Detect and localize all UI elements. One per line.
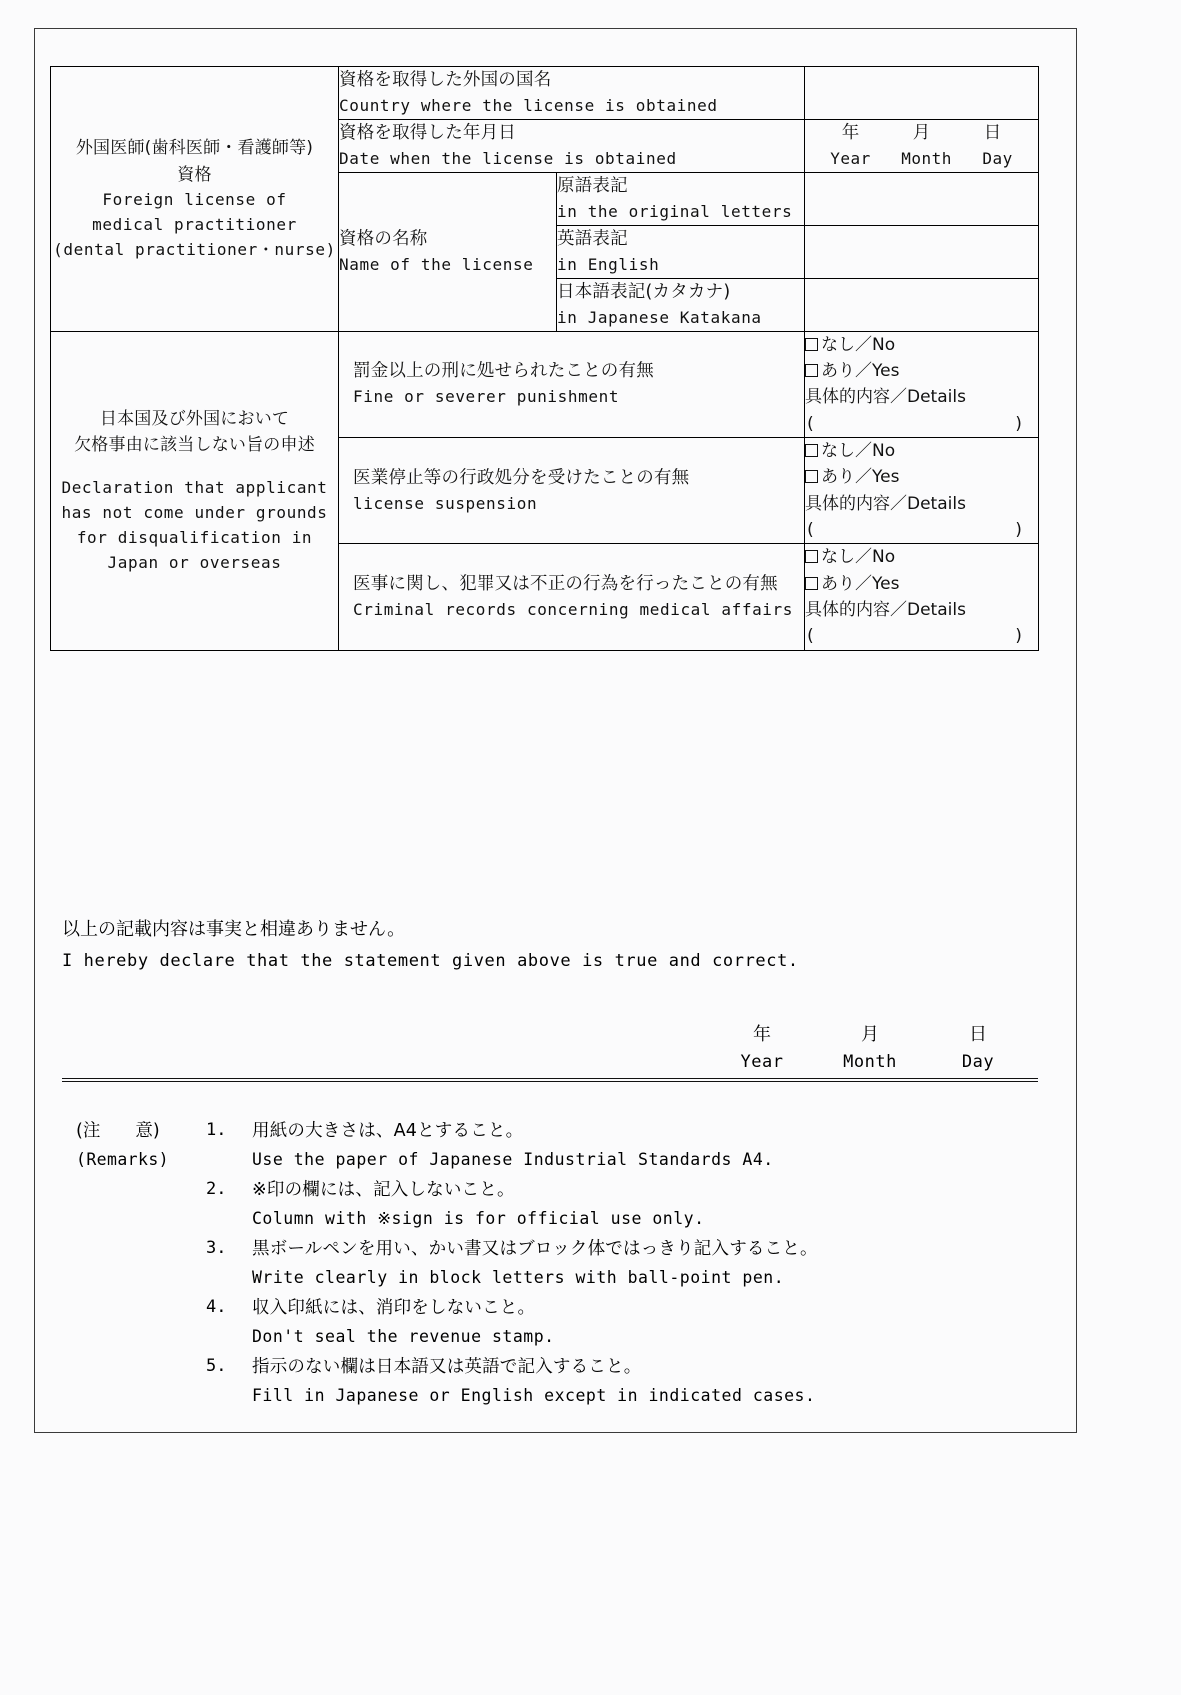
cell-country-label xyxy=(339,67,805,120)
remarks-item-2-en xyxy=(76,1207,1056,1232)
paren-open: ( xyxy=(805,413,816,434)
fine-label-ja: 罰金以上の刑に処せられたことの有無 xyxy=(353,361,654,382)
english-label-en: in English xyxy=(557,254,660,274)
signature-day-col xyxy=(924,1020,1032,1072)
remarks-label-ja: (注 意) xyxy=(76,1121,160,1141)
checkbox-icon[interactable] xyxy=(805,444,818,457)
remarks-item-4-en xyxy=(76,1325,1056,1350)
remarks-label-en: (Remarks) xyxy=(76,1150,170,1170)
signature-date-labels xyxy=(62,1020,1038,1072)
fine-no-label: なし／No xyxy=(821,334,896,355)
ymd-day-ja: 日 xyxy=(983,122,1002,143)
suspension-details-input[interactable] xyxy=(805,517,1038,543)
table-row-fine-punishment xyxy=(51,331,1039,437)
signature-day-ja: 日 xyxy=(969,1024,987,1045)
declaration-statement-en: I hereby declare that the statement given above is true and correct. xyxy=(62,951,799,971)
date-label-en: Date when the license is obtained xyxy=(339,149,677,169)
criminal-answer-cell[interactable] xyxy=(805,544,1039,650)
paren-open: ( xyxy=(805,626,816,647)
signature-rule-line xyxy=(62,1078,1038,1082)
signature-month-en: Month xyxy=(843,1052,897,1072)
remarks-num-5: 5. xyxy=(206,1356,227,1376)
country-input-cell[interactable] xyxy=(805,67,1039,120)
remarks-text-2-en: Column with ※sign is for official use only. xyxy=(252,1209,705,1229)
criminal-yes-label: あり／Yes xyxy=(821,573,900,594)
application-form-table xyxy=(50,66,1039,651)
remarks-item-3-ja xyxy=(76,1236,1056,1262)
left-header-ja-line2: 資格 xyxy=(177,164,212,185)
date-label-ja: 資格を取得した年月日 xyxy=(339,122,516,143)
checkbox-icon[interactable] xyxy=(805,470,818,483)
disq-header-en-line3: for disqualification in xyxy=(76,528,313,548)
left-header-en-line2: medical practitioner xyxy=(92,214,297,234)
remarks-text-4-ja: 収入印紙には、消印をしないこと。 xyxy=(252,1298,536,1318)
disq-header-en-line2: has not come under grounds xyxy=(61,503,328,523)
country-label-en: Country where the license is obtained xyxy=(339,96,718,116)
remarks-section xyxy=(76,1118,1056,1413)
date-ymd-input-cell[interactable] xyxy=(805,119,1039,172)
criminal-label-en: Criminal records concerning medical affairs xyxy=(353,600,794,620)
suspension-label-ja: 医業停止等の行政処分を受けたことの有無 xyxy=(353,467,690,488)
suspension-checkbox-no-line[interactable] xyxy=(805,438,1038,464)
english-label-ja: 英語表記 xyxy=(557,228,628,249)
ymd-month-en: Month xyxy=(901,149,952,169)
paren-open: ( xyxy=(805,520,816,541)
suspension-no-label: なし／No xyxy=(821,440,896,461)
remarks-item-4-ja xyxy=(76,1295,1056,1321)
cell-fine-label xyxy=(339,331,805,437)
disq-header-en-line4: Japan or overseas xyxy=(107,552,282,572)
katakana-input-cell[interactable] xyxy=(805,278,1039,331)
remarks-text-3-en: Write clearly in block letters with ball-point pen. xyxy=(252,1268,785,1288)
suspension-answer-cell[interactable] xyxy=(805,437,1039,543)
checkbox-icon[interactable] xyxy=(805,364,818,377)
suspension-label-en: license suspension xyxy=(353,493,538,513)
remarks-text-1-ja: 用紙の大きさは、A4とすること。 xyxy=(252,1121,524,1141)
original-letters-en: in the original letters xyxy=(557,201,793,221)
signature-month-col xyxy=(816,1020,924,1072)
fine-checkbox-no-line[interactable] xyxy=(805,332,1038,358)
checkbox-icon[interactable] xyxy=(805,338,818,351)
signature-day-en: Day xyxy=(961,1052,995,1072)
criminal-checkbox-yes-line[interactable] xyxy=(805,571,1038,597)
cell-license-name-label xyxy=(339,172,557,331)
cell-katakana-label xyxy=(557,278,805,331)
signature-year-col xyxy=(708,1020,816,1072)
cell-original-letters-label xyxy=(557,172,805,225)
ymd-month-ja: 月 xyxy=(912,122,931,143)
suspension-details-label: 具体的内容／Details xyxy=(805,493,966,514)
fine-answer-cell[interactable] xyxy=(805,331,1039,437)
license-name-label-en: Name of the license xyxy=(339,254,534,274)
criminal-checkbox-no-line[interactable] xyxy=(805,544,1038,570)
remarks-text-4-en: Don't seal the revenue stamp. xyxy=(252,1327,555,1347)
cell-foreign-license-header xyxy=(51,67,339,332)
paren-close: ) xyxy=(1013,413,1024,434)
remarks-item-5-en xyxy=(76,1384,1056,1409)
cell-disqualification-header xyxy=(51,331,339,650)
declaration-statement-ja: 以上の記載内容は事実と相違ありません。 xyxy=(62,919,406,940)
fine-checkbox-yes-line[interactable] xyxy=(805,358,1038,384)
remarks-text-2-ja: ※印の欄には、記入しないこと。 xyxy=(252,1180,515,1200)
cell-criminal-label xyxy=(339,544,805,650)
remarks-item-2-ja xyxy=(76,1177,1056,1203)
license-name-label-ja: 資格の名称 xyxy=(339,228,428,249)
remarks-item-1-en xyxy=(76,1148,1056,1173)
original-letters-ja: 原語表記 xyxy=(557,175,628,196)
remarks-text-1-en: Use the paper of Japanese Industrial Standards A4. xyxy=(252,1150,774,1170)
spacer xyxy=(51,458,338,476)
remarks-item-5-ja xyxy=(76,1354,1056,1380)
ymd-english-row xyxy=(805,147,1038,172)
ymd-year-en: Year xyxy=(830,149,871,169)
remarks-text-5-en: Fill in Japanese or English except in indicated cases. xyxy=(252,1386,816,1406)
signature-date-block xyxy=(62,1020,1038,1082)
paren-close: ) xyxy=(1013,520,1024,541)
original-letters-input-cell[interactable] xyxy=(805,172,1039,225)
ymd-year-ja: 年 xyxy=(841,122,860,143)
disq-header-ja-line2: 欠格事由に該当しない旨の申述 xyxy=(74,435,315,456)
remarks-num-3: 3. xyxy=(206,1238,227,1258)
english-input-cell[interactable] xyxy=(805,225,1039,278)
signature-month-ja: 月 xyxy=(861,1024,879,1045)
remarks-text-3-ja: 黒ボールペンを用い、かい書又はブロック体ではっきり記入すること。 xyxy=(252,1239,818,1259)
cell-date-label xyxy=(339,119,805,172)
cell-english-label xyxy=(557,225,805,278)
suspension-yes-label: あり／Yes xyxy=(821,467,900,488)
checkbox-icon[interactable] xyxy=(805,577,818,590)
criminal-details-label: 具体的内容／Details xyxy=(805,600,966,621)
criminal-details-input[interactable] xyxy=(805,623,1038,649)
remarks-item-1-ja xyxy=(76,1118,1056,1144)
remarks-num-1: 1. xyxy=(206,1120,227,1140)
katakana-label-ja: 日本語表記(カタカナ) xyxy=(557,281,731,302)
cell-suspension-label xyxy=(339,437,805,543)
katakana-label-en: in Japanese Katakana xyxy=(557,307,762,327)
table-row-country xyxy=(51,67,1039,120)
fine-yes-label: あり／Yes xyxy=(821,360,900,381)
signature-year-ja: 年 xyxy=(753,1024,771,1045)
remarks-num-2: 2. xyxy=(206,1179,227,1199)
fine-details-input[interactable] xyxy=(805,411,1038,437)
disq-header-en-line1: Declaration that applicant xyxy=(61,478,328,498)
criminal-no-label: なし／No xyxy=(821,547,896,568)
declaration-statement xyxy=(62,915,1042,971)
left-header-en-line3: (dental practitioner・nurse) xyxy=(53,239,336,259)
fine-details-label: 具体的内容／Details xyxy=(805,387,966,408)
suspension-checkbox-yes-line[interactable] xyxy=(805,464,1038,490)
left-header-en-line1: Foreign license of xyxy=(102,189,287,209)
checkbox-icon[interactable] xyxy=(805,550,818,563)
disq-header-ja-line1: 日本国及び外国において xyxy=(99,408,290,429)
paren-close: ) xyxy=(1013,626,1024,647)
ymd-japanese-row xyxy=(805,120,1038,147)
remarks-num-4: 4. xyxy=(206,1297,227,1317)
left-header-ja-line1: 外国医師(歯科医師・看護師等) xyxy=(75,138,314,159)
signature-year-en: Year xyxy=(740,1052,784,1072)
fine-label-en: Fine or severer punishment xyxy=(353,387,620,407)
remarks-item-3-en xyxy=(76,1266,1056,1291)
remarks-text-5-ja: 指示のない欄は日本語又は英語で記入すること。 xyxy=(252,1357,642,1377)
country-label-ja: 資格を取得した外国の国名 xyxy=(339,70,552,90)
ymd-day-en: Day xyxy=(982,149,1013,169)
criminal-label-ja: 医事に関し、犯罪又は不正の行為を行ったことの有無 xyxy=(353,574,778,595)
